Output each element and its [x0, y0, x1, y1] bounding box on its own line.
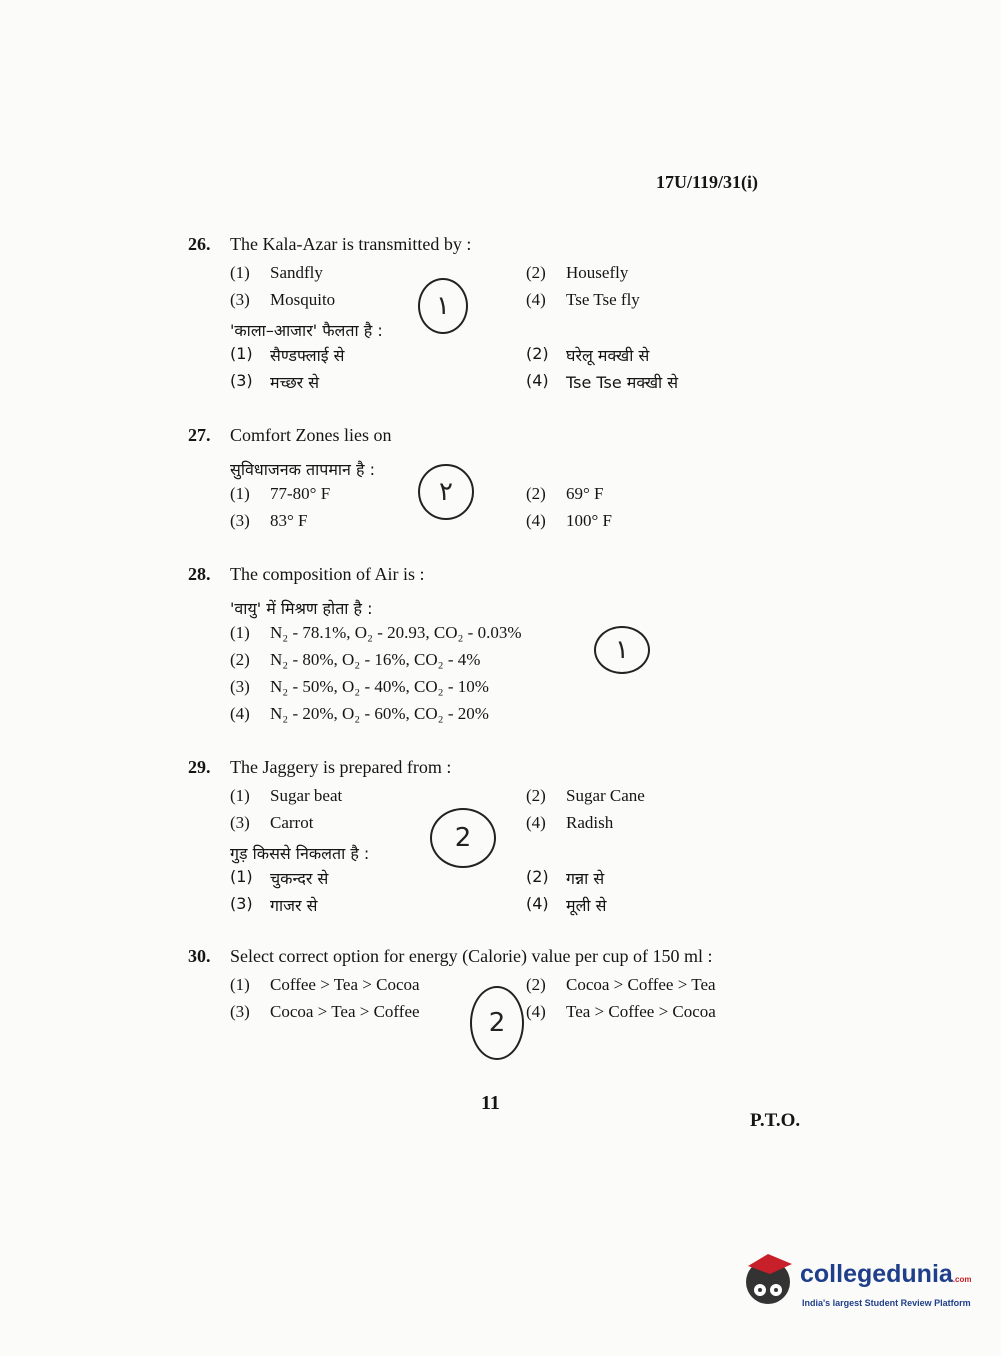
option-1: Sugar beat	[270, 785, 343, 805]
options-hi: (1) सैण्डफ्लाई से (2) घरेलू मक्खी से (3) मच्छर से (4) Tse Tse मक्खी से	[230, 343, 679, 392]
option-2-hi: गन्ना से	[566, 868, 605, 888]
question-number: 26.	[188, 234, 211, 254]
option-4: Radish	[566, 812, 614, 832]
option-2-hi: घरेलू मक्खी से	[566, 345, 650, 365]
handwritten-answer-mark: 2	[470, 986, 524, 1060]
question-text-hindi: गुड़ किससे निकलता है :	[230, 844, 370, 863]
option-1: Sandfly	[270, 262, 323, 282]
question-number: 29.	[188, 757, 211, 777]
option-2: Cocoa > Coffee > Tea	[566, 974, 716, 994]
option-4: 100° F	[566, 510, 613, 530]
option-2: 69° F	[566, 483, 604, 503]
question-26	[188, 234, 822, 395]
question-28	[188, 564, 650, 727]
page-number: 11	[481, 1092, 500, 1114]
options: (1) N₂ - 78.1%, O₂ - 20.93, CO₂ - 0.03% (2) N₂ - 80%, O₂ - 16%, CO₂ - 4% (3) N₂ - 50%, O₂ - 40%, CO₂ - 10% (4) N₂ - 20%, O₂ - 60%, CO₂ - 20%	[230, 622, 522, 723]
option-2: N₂ - 80%, O₂ - 16%, CO₂ - 4%	[270, 649, 481, 669]
option-3: Carrot	[270, 812, 314, 832]
question-text: Select correct option for energy (Calorie) value per cup of 150 ml :	[230, 946, 713, 966]
logo-wordmark: collegedunia.com	[800, 1260, 972, 1288]
paper-code: 17U/119/31(i)	[656, 172, 758, 192]
option-3: 83° F	[270, 510, 308, 530]
options-hi: (1) चुकन्दर से (2) गन्ना से (3) गाजर से (4) मूली से	[230, 866, 607, 915]
logo-tagline: India's largest Student Review Platform	[802, 1298, 971, 1308]
question-text: Comfort Zones lies on	[230, 425, 392, 445]
pto-label: P.T.O.	[750, 1110, 801, 1131]
handwritten-answer-mark: ۱	[594, 626, 650, 674]
option-3-hi: मच्छर से	[270, 372, 320, 392]
option-3: N₂ - 50%, O₂ - 40%, CO₂ - 10%	[270, 676, 489, 696]
option-4-hi: मूली से	[566, 895, 607, 915]
option-3: Mosquito	[270, 289, 336, 309]
option-2: Housefly	[566, 262, 629, 282]
option-1: Coffee > Tea > Cocoa	[270, 974, 420, 994]
question-29	[188, 757, 822, 918]
options-en: (1) Sandfly (2) Housefly (3) Mosquito (4) Tse Tse fly	[230, 262, 640, 309]
mascot-icon	[742, 1248, 798, 1312]
handwritten-answer-mark: 2	[430, 808, 496, 868]
handwritten-answer-mark: ۱	[418, 278, 468, 334]
question-number: 27.	[188, 425, 211, 445]
option-3: Cocoa > Tea > Coffee	[270, 1001, 420, 1021]
question-text: The Kala-Azar is transmitted by :	[230, 234, 472, 254]
question-27	[188, 425, 822, 534]
options-en: (1) Sugar beat (2) Sugar Cane (3) Carrot (4) Radish	[230, 785, 645, 832]
question-number: 30.	[188, 946, 211, 966]
question-text-hindi: 'वायु' में मिश्रण होता है :	[230, 599, 373, 618]
collegedunia-logo	[742, 1248, 972, 1318]
question-number: 28.	[188, 564, 211, 584]
option-1-hi: सैण्डफ्लाई से	[270, 345, 345, 365]
option-2: Sugar Cane	[566, 785, 645, 805]
question-text-hindi: सुविधाजनक तापमान है :	[230, 460, 375, 479]
option-3-hi: गाजर से	[270, 895, 318, 915]
question-text-hindi: 'काला–आजार' फैलता है :	[230, 321, 383, 340]
options: (1) 77-80° F (2) 69° F (3) 83° F (4) 100° F	[230, 483, 613, 530]
option-4: Tse Tse fly	[566, 289, 640, 309]
option-1-hi: चुकन्दर से	[270, 868, 329, 888]
option-4: Tea > Coffee > Cocoa	[566, 1001, 716, 1021]
option-1: N₂ - 78.1%, O₂ - 20.93, CO₂ - 0.03%	[270, 622, 522, 642]
option-4: N₂ - 20%, O₂ - 60%, CO₂ - 20%	[270, 703, 489, 723]
question-text: The Jaggery is prepared from :	[230, 757, 452, 777]
option-1: 77-80° F	[270, 483, 331, 503]
handwritten-answer-mark: ۲	[418, 464, 474, 520]
options: (1) Coffee > Tea > Cocoa (2) Cocoa > Coffee > Tea (3) Cocoa > Tea > Coffee (4) Tea > Coffee > Cocoa	[230, 974, 716, 1021]
question-text: The composition of Air is :	[230, 564, 425, 584]
option-4-hi: Tse Tse मक्खी से	[566, 372, 679, 392]
